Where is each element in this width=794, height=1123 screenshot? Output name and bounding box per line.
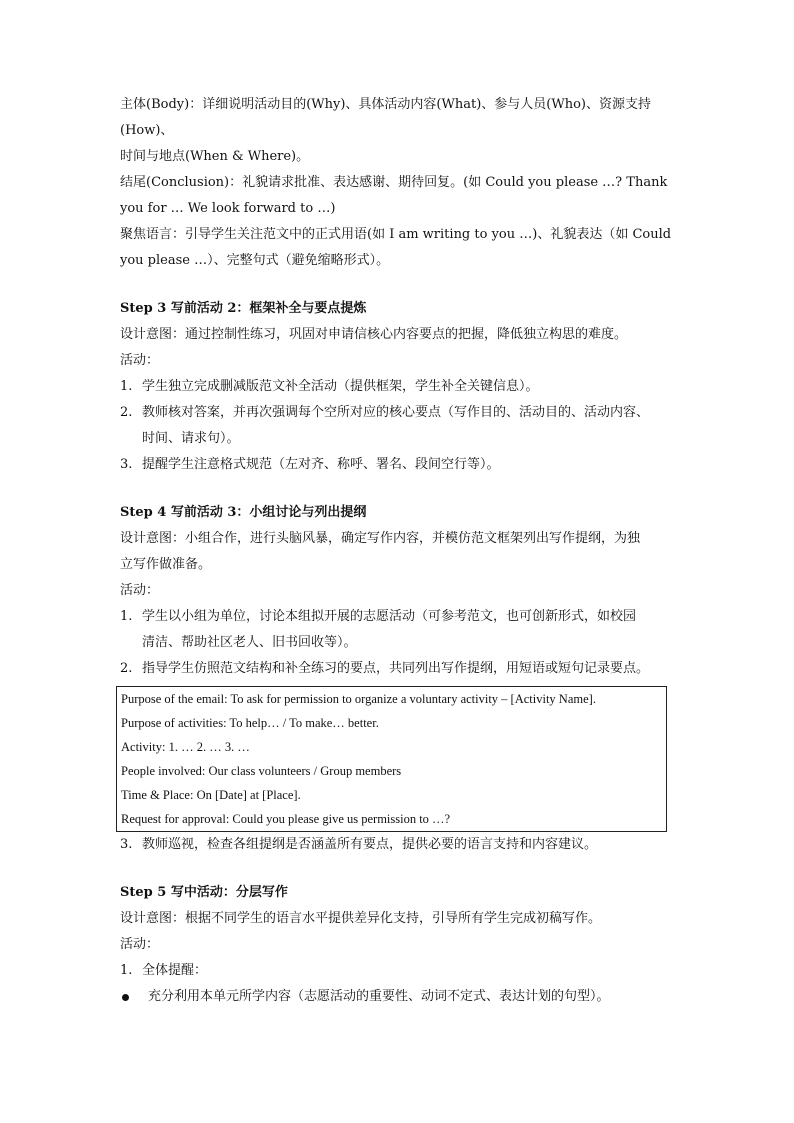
- list-item: [120, 656, 680, 682]
- list-item-number: 3.: [120, 837, 133, 852]
- step5-intent: 设计意图：根据不同学生的语言水平提供差异化支持，引导所有学生完成初稿写作。: [120, 911, 602, 926]
- step3-heading: Step 3 写前活动 2：框架补全与要点提炼: [120, 301, 367, 316]
- conclusion-section-line: you for … We look forward to …): [120, 201, 336, 216]
- bullet-dot-icon: [122, 994, 129, 1001]
- list-item: [120, 832, 680, 858]
- list-item-text: 指导学生仿照范文结构和补全练习的要点，共同列出写作提纲，用短语或短句记录要点。: [142, 661, 650, 676]
- list-item-number: 1.: [120, 379, 133, 394]
- outline-line: Purpose of activities: To help… / To make… better.: [121, 716, 379, 730]
- step4-activity-label: 活动：: [120, 583, 160, 598]
- bullet-item: [120, 984, 680, 1010]
- list-item-text: 学生以小组为单位，讨论本组拟开展的志愿活动（可参考范文，也可创新形式，如校园: [142, 609, 637, 624]
- conclusion-section-line: 结尾(Conclusion)：礼貌请求批准、表达感谢、期待回复。(如 Could you please …? Thank: [120, 175, 668, 190]
- list-item-text: 清洁、帮助社区老人、旧书回收等）。: [142, 635, 357, 650]
- step5-activity-label: 活动：: [120, 937, 160, 952]
- outline-line: Activity: 1. … 2. … 3. …: [121, 740, 250, 754]
- list-item: [120, 374, 680, 400]
- outline-line: Request for approval: Could you please give us permission to …?: [121, 812, 451, 826]
- outline-line: Purpose of the email: To ask for permission to organize a voluntary activity – [Activity Name].: [121, 692, 596, 706]
- step3-activity-label: 活动：: [120, 353, 160, 368]
- list-item-text: 时间、请求句）。: [142, 431, 240, 446]
- list-item-text: 提醒学生注意格式规范（左对齐、称呼、署名、段间空行等）。: [142, 457, 500, 472]
- spacer: [120, 478, 680, 500]
- writing-outline-box: [116, 686, 667, 832]
- document-page: [120, 92, 680, 1010]
- step3-intent: 设计意图：通过控制性练习，巩固对申请信核心内容要点的把握，降低独立构思的难度。: [120, 327, 628, 342]
- focus-language-line: 聚焦语言：引导学生关注范文中的正式用语(如 I am writing to you …)、礼貌表达（如 Could: [120, 227, 672, 242]
- list-item-text: 学生独立完成删减版范文补全活动（提供框架，学生补全关键信息）。: [142, 379, 539, 394]
- spacer: [120, 274, 680, 296]
- list-item-number: 1.: [120, 963, 133, 978]
- body-section-line: 主体(Body)：详细说明活动目的(Why)、具体活动内容(What)、参与人员(Who)、资源支持(How)、: [120, 97, 651, 138]
- list-item-text: 教师巡视，检查各组提纲是否涵盖所有要点，提供必要的语言支持和内容建议。: [142, 837, 598, 852]
- list-item: [120, 400, 680, 452]
- list-item-text: 教师核对答案，并再次强调每个空所对应的核心要点（写作目的、活动目的、活动内容、: [142, 405, 650, 420]
- step4-heading: Step 4 写前活动 3：小组讨论与列出提纲: [120, 505, 367, 520]
- step5-heading: Step 5 写中活动：分层写作: [120, 885, 288, 900]
- body-section-line: 时间与地点(When & Where)。: [120, 149, 310, 164]
- list-item-number: 3.: [120, 457, 133, 472]
- spacer: [120, 858, 680, 880]
- bullet-item-text: 充分利用本单元所学内容（志愿活动的重要性、动词不定式、表达计划的句型）。: [148, 989, 610, 1004]
- list-item: [120, 604, 680, 656]
- list-item-number: 1.: [120, 609, 133, 624]
- list-item-text: 全体提醒：: [142, 963, 208, 978]
- list-item: [120, 452, 680, 478]
- list-item: [120, 958, 680, 984]
- list-item-number: 2.: [120, 661, 133, 676]
- outline-line: Time & Place: On [Date] at [Place].: [121, 788, 301, 802]
- focus-language-line: you please …）、完整句式（避免缩略形式）。: [120, 253, 390, 268]
- outline-line: People involved: Our class volunteers / Group members: [121, 764, 402, 778]
- step4-intent: 立写作做准备。: [120, 557, 212, 572]
- list-item-number: 2.: [120, 405, 133, 420]
- step4-intent: 设计意图：小组合作，进行头脑风暴，确定写作内容，并模仿范文框架列出写作提纲，为独: [120, 531, 641, 546]
